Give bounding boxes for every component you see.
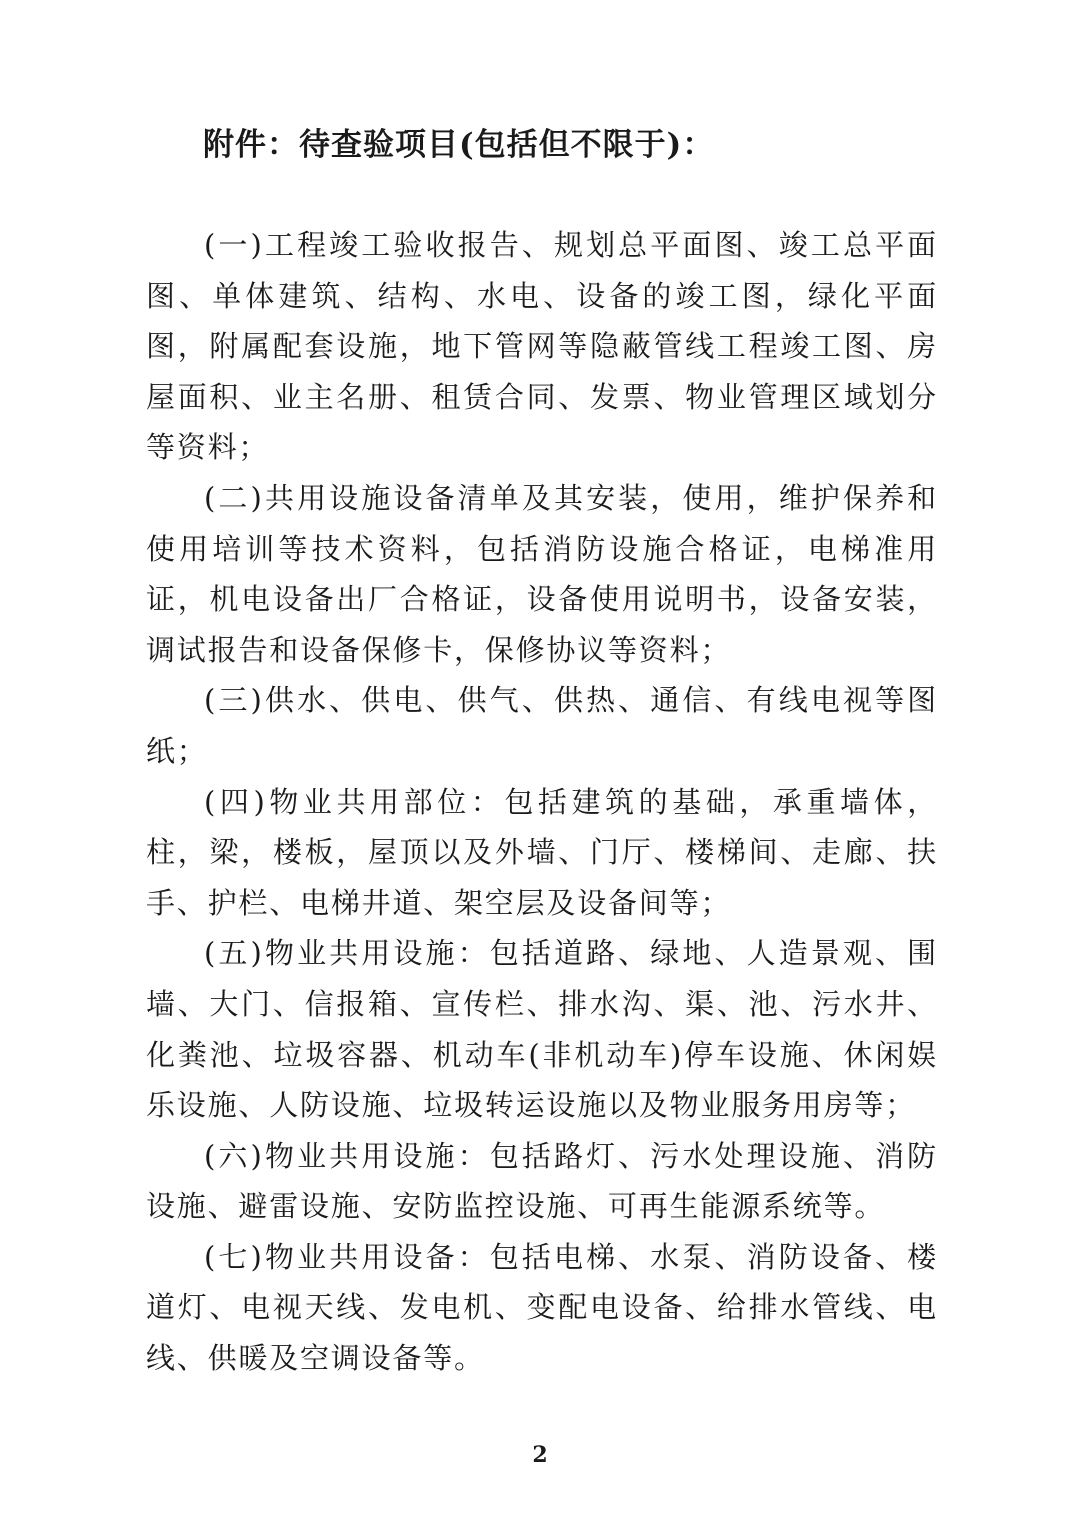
- page-number: 2: [532, 1442, 548, 1468]
- inspection-item-1: (一)工程竣工验收报告、规划总平面图、竣工总平面图、单体建筑、结构、水电、设备的竣工图，绿化平面图，附属配套设施，地下管网等隐蔽管线工程竣工图、房屋面积、业主名册、租赁合同、发票、物业管理区域划分等资料；: [146, 228, 938, 465]
- inspection-item-3: (三)供水、供电、供气、供热、通信、有线电视等图纸；: [146, 683, 938, 768]
- inspection-items-list: [146, 220, 938, 1384]
- inspection-item-6: (六)物业共用设施：包括路灯、污水处理设施、消防设施、避雷设施、安防监控设施、可再生能源系统等。: [146, 1138, 938, 1224]
- attachment-heading: 附件：待查验项目(包括但不限于)：: [203, 127, 715, 163]
- inspection-item-2: (二)共用设施设备清单及其安装，使用，维护保养和使用培训等技术资料，包括消防设施合格证，电梯准用证，机电设备出厂合格证，设备使用说明书，设备安装，调试报告和设备保修卡，保修协议等资料；: [146, 480, 938, 667]
- inspection-item-7: (七)物业共用设备：包括电梯、水泵、消防设备、楼道灯、电视天线、发电机、变配电设备、给排水管线、电线、供暖及空调设备等。: [146, 1239, 938, 1376]
- inspection-item-5: (五)物业共用设施：包括道路、绿地、人造景观、围墙、大门、信报箱、宣传栏、排水沟、渠、池、污水井、化粪池、垃圾容器、机动车(非机动车)停车设施、休闲娱乐设施、人防设施、垃圾转运设施以及物业服务用房等；: [146, 936, 938, 1123]
- inspection-item-4: (四)物业共用部位：包括建筑的基础，承重墙体，柱，梁，楼板，屋顶以及外墙、门厅、楼梯间、走廊、扶手、护栏、电梯井道、架空层及设备间等；: [146, 784, 938, 920]
